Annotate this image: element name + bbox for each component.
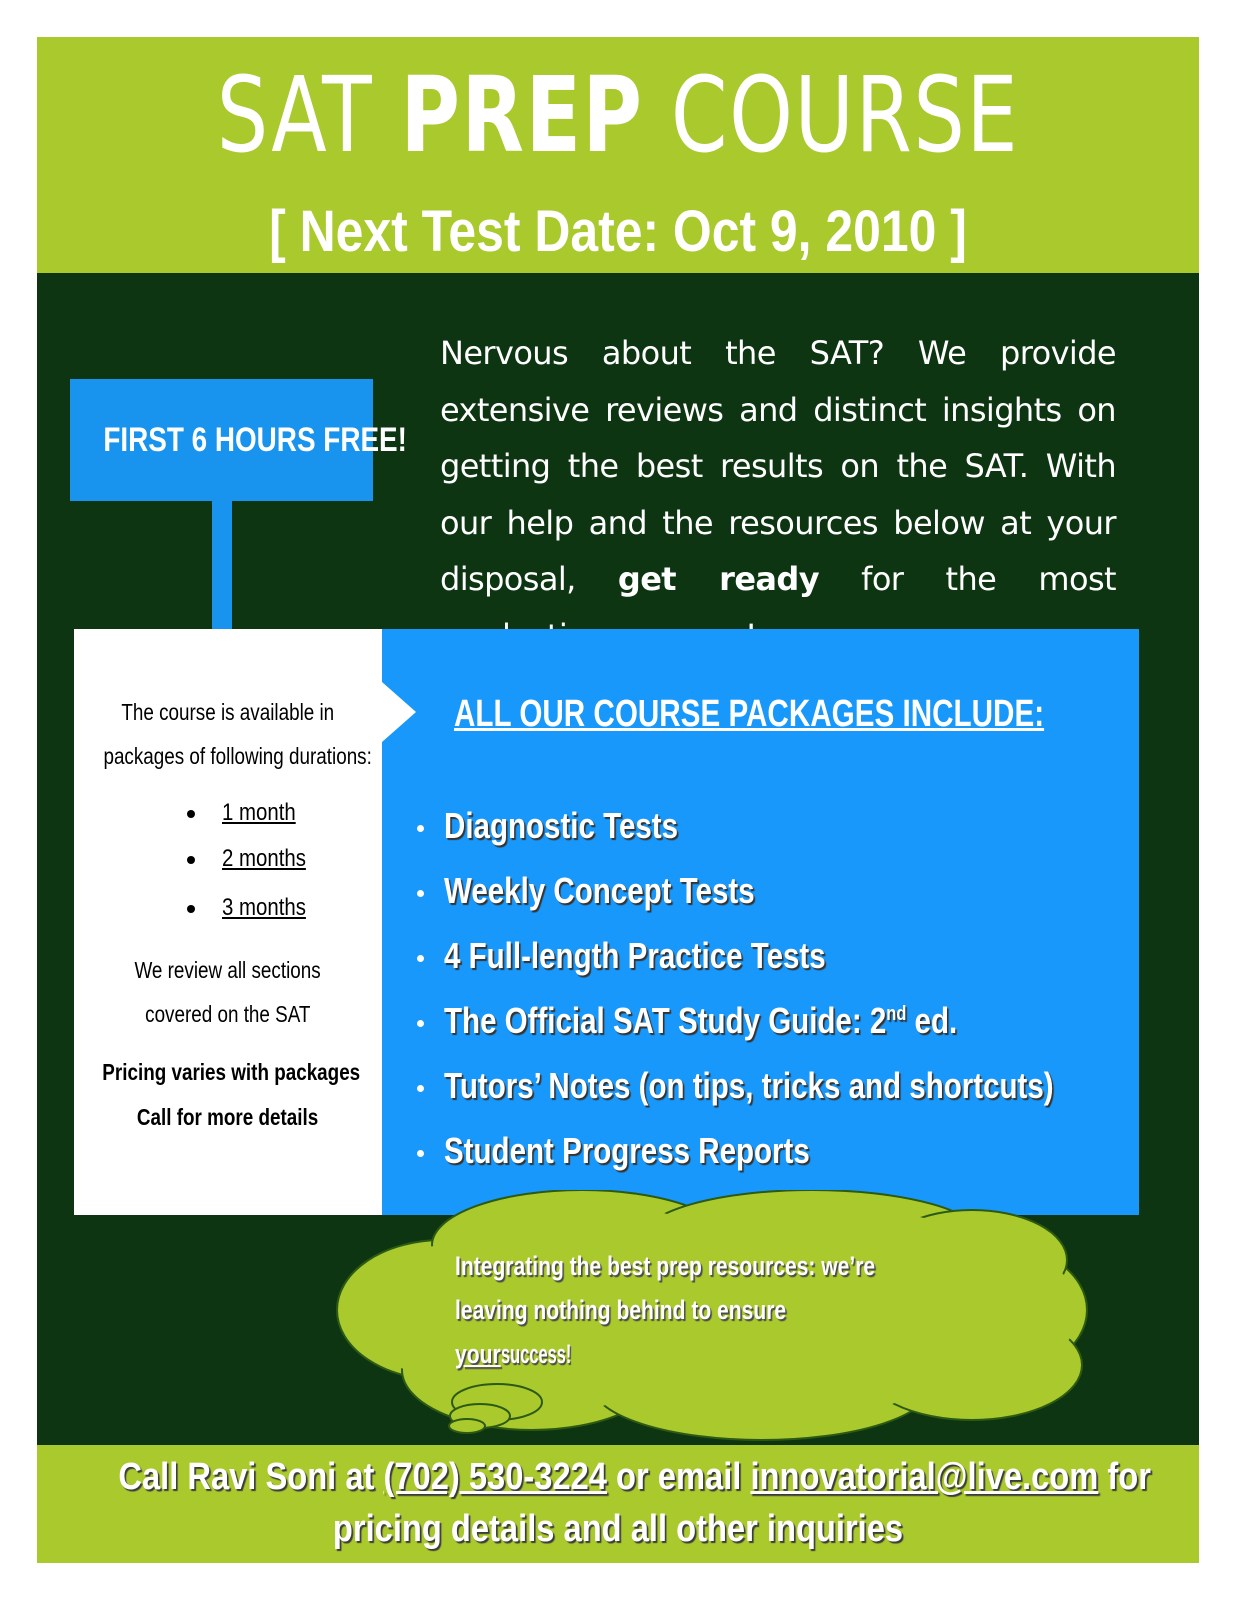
duration-label: 3 months: [222, 894, 306, 921]
bullet-icon: [417, 1085, 424, 1092]
bullet-icon: [417, 890, 424, 897]
pointer-arrow: [382, 682, 416, 742]
email-prefix: or email: [606, 1456, 751, 1498]
pricing-line-text: Pricing varies with packages: [102, 1059, 361, 1085]
main-section: [37, 273, 1199, 1445]
study-guide-superscript: nd: [886, 1003, 907, 1025]
package-item: [417, 870, 823, 912]
review-line1-text: We review all sections: [134, 957, 322, 983]
package-item: [417, 1065, 1187, 1107]
package-item-label: Student Progress Reports: [444, 1130, 810, 1171]
package-item: [417, 1000, 1070, 1042]
intro-text-1: Nervous about the SAT? We provide extensive reviews and distinct insights on getting the best results on the SAT. With our help and the resources below at your disposal,: [440, 334, 1116, 598]
bullet-icon: [417, 1150, 424, 1157]
call-details-text: Call for more details: [137, 1104, 319, 1130]
bullet-icon: [187, 856, 195, 864]
cloud-line1: [455, 1251, 994, 1282]
durations-intro-line2-text: packages of following durations:: [103, 743, 372, 769]
bullet-icon: [417, 955, 424, 962]
duration-item: [187, 894, 321, 922]
footer-line2: pricing details and all other inquiries: [332, 1508, 904, 1550]
contact-footer: [37, 1445, 1199, 1563]
title-sat: SAT: [216, 54, 401, 176]
durations-intro-line1-text: The course is available in: [121, 699, 335, 725]
intro-bold: get ready: [617, 560, 819, 598]
package-item: [417, 805, 729, 847]
sign-post: [212, 501, 232, 629]
title-course: COURSE: [643, 54, 1020, 176]
call-prefix: Call Ravi Soni at: [118, 1456, 384, 1498]
free-hours-label: FIRST 6 HOURS FREE!: [103, 421, 407, 459]
intro-text-2: for the most: [861, 560, 1116, 598]
email-link[interactable]: innovatorial@live.com: [750, 1456, 1099, 1498]
packages-heading: ALL OUR COURSE PACKAGES INCLUDE:: [454, 693, 1045, 735]
free-hours-sign: [70, 379, 407, 501]
intro-paragraph: [440, 325, 1116, 664]
package-item-label: Weekly Concept Tests: [444, 870, 755, 911]
review-line2: [74, 1001, 382, 1028]
package-item-label: Tutors’ Notes (on tips, tricks and shortcuts): [444, 1065, 1054, 1106]
cloud-line1-text: Integrating the best prep resources: we’re: [455, 1251, 876, 1281]
cloud-line2: [455, 1295, 880, 1326]
page-title: [165, 55, 1071, 175]
package-item-label: Diagnostic Tests: [444, 805, 679, 846]
duration-item: [187, 845, 321, 873]
cloud-your: your: [455, 1339, 501, 1369]
bullet-icon: [187, 810, 195, 818]
footer-line1-suffix: for: [1098, 1456, 1151, 1498]
study-guide-suffix: ed.: [906, 1000, 958, 1041]
durations-panel: [74, 629, 382, 1215]
duration-label: 2 months: [222, 845, 306, 872]
next-test-date: [ Next Test Date: Oct 9, 2010 ]: [269, 199, 967, 264]
bullet-icon: [417, 825, 424, 832]
cloud-success: success!: [500, 1339, 571, 1369]
call-details-line: [74, 1104, 382, 1131]
durations-intro-line1: [74, 699, 382, 726]
package-item-label: [444, 1000, 957, 1042]
package-item: [417, 1130, 890, 1172]
footer-line1: [118, 1453, 1151, 1501]
cloud-line3: [455, 1339, 629, 1370]
bullet-icon: [187, 905, 195, 913]
pricing-line: [74, 1059, 382, 1086]
review-line1: [74, 957, 382, 984]
package-item: [417, 935, 909, 977]
cloud-line2-text: leaving nothing behind to ensure: [455, 1295, 787, 1325]
phone-link[interactable]: (702) 530-3224: [383, 1456, 607, 1498]
header-banner: [37, 37, 1199, 273]
duration-item: [187, 799, 309, 827]
package-item-label: 4 Full-length Practice Tests: [444, 935, 826, 976]
bullet-icon: [417, 1020, 424, 1027]
flyer: [37, 37, 1199, 1563]
title-prep: PREP: [400, 54, 644, 176]
duration-label: 1 month: [222, 799, 296, 826]
cloud-line3-text: [455, 1339, 591, 1370]
durations-intro-line2: [74, 743, 382, 770]
review-line2-text: covered on the SAT: [145, 1001, 311, 1027]
study-guide-text: The Official SAT Study Guide: 2: [444, 1000, 887, 1041]
